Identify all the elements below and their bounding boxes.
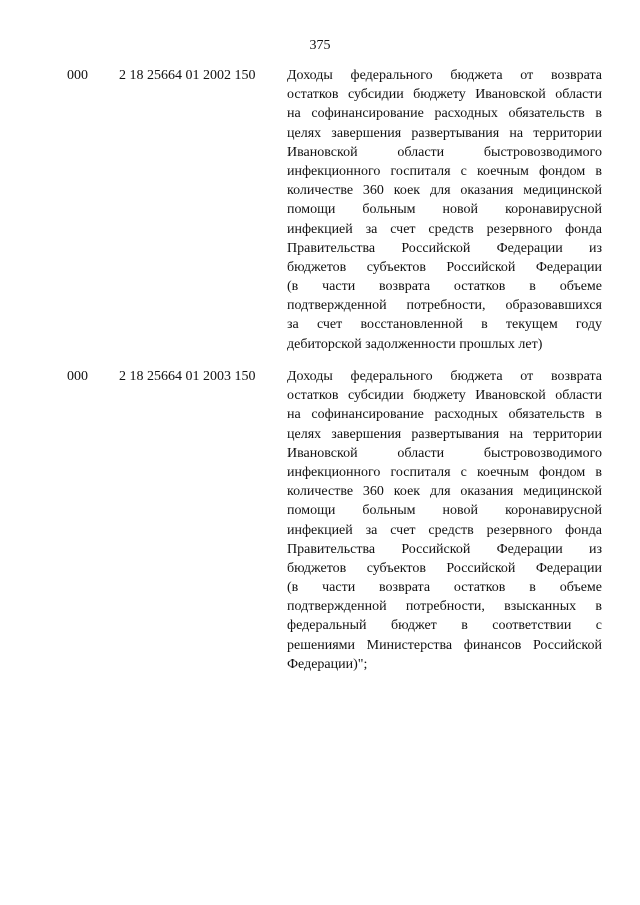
description-line: инфекционного госпиталя с коечным фондом в bbox=[287, 163, 602, 179]
budget-classification-code: 2 18 25664 01 2002 150 bbox=[119, 68, 256, 83]
description-line: количестве 360 коек для оказания медицинской bbox=[287, 183, 602, 199]
description-line: Правительства Российской Федерации из bbox=[287, 541, 602, 557]
description-line: остатков субсидии бюджету Ивановской области bbox=[287, 87, 602, 103]
description-line: Доходы федерального бюджета от возврата bbox=[287, 369, 602, 384]
entry-description bbox=[287, 66, 602, 354]
description-line: целях завершения развертывания на территории bbox=[287, 426, 602, 442]
description-line: Федерации)"; bbox=[287, 656, 368, 672]
description-line: целях завершения развертывания на территории bbox=[287, 125, 602, 141]
description-line: Доходы федерального бюджета от возврата bbox=[287, 68, 602, 83]
description-line: остатков субсидии бюджету Ивановской области bbox=[287, 388, 602, 404]
entry-description bbox=[287, 367, 602, 674]
description-line: дебиторской задолженности прошлых лет) bbox=[287, 336, 543, 352]
description-line: помощи больным новой коронавирусной bbox=[287, 503, 602, 519]
description-line: на софинансирование расходных обязательств в bbox=[287, 407, 602, 423]
description-line: федеральный бюджет в соответствии с bbox=[287, 618, 602, 634]
page-number: 375 bbox=[309, 38, 331, 53]
description-line: подтвержденной потребности, взысканных в bbox=[287, 599, 602, 615]
description-line: помощи больным новой коронавирусной bbox=[287, 202, 602, 218]
admin-code: 000 bbox=[67, 68, 88, 83]
description-line: Ивановской области быстровозводимого bbox=[287, 445, 602, 461]
description-line: Ивановской области быстровозводимого bbox=[287, 144, 602, 160]
description-line: инфекционного госпиталя с коечным фондом в bbox=[287, 464, 602, 480]
description-line: бюджетов субъектов Российской Федерации bbox=[287, 259, 602, 275]
description-line: за счет восстановленной в текущем году bbox=[287, 317, 602, 333]
description-line: инфекцией за счет средств резервного фонда bbox=[287, 522, 602, 538]
description-line: подтвержденной потребности, образовавшихся bbox=[287, 298, 602, 314]
description-line: решениями Министерства финансов Российской bbox=[287, 637, 602, 653]
description-line: инфекцией за счет средств резервного фонда bbox=[287, 221, 602, 237]
description-line: (в части возврата остатков в объеме bbox=[287, 580, 602, 596]
budget-classification-code: 2 18 25664 01 2003 150 bbox=[119, 369, 256, 384]
description-line: количестве 360 коек для оказания медицинской bbox=[287, 484, 602, 500]
description-line: Правительства Российской Федерации из bbox=[287, 240, 602, 256]
description-line: на софинансирование расходных обязательств в bbox=[287, 106, 602, 122]
admin-code: 000 bbox=[67, 369, 88, 384]
description-line: (в части возврата остатков в объеме bbox=[287, 279, 602, 295]
description-line: бюджетов субъектов Российской Федерации bbox=[287, 560, 602, 576]
